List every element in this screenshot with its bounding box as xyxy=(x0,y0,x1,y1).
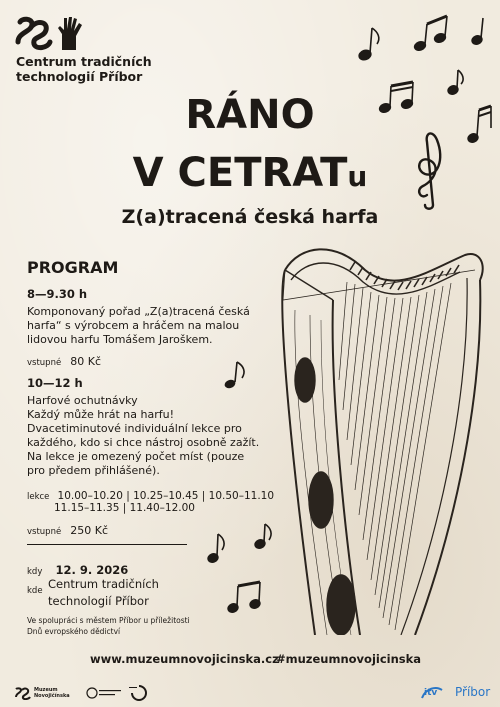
block1-fee-value: 80 Kč xyxy=(70,355,102,368)
block2-line: Dvacetiminutové individuální lekce pro xyxy=(27,422,242,435)
music-notes-lower-icon xyxy=(205,520,295,615)
block2-line: Harfové ochutnávky xyxy=(27,394,138,407)
block2-line: každého, kdo si chce nástroj osobně zažít. xyxy=(27,436,260,449)
block2-fee-value: 250 Kč xyxy=(70,524,109,537)
org-name-line1: Centrum tradičních xyxy=(16,54,152,69)
where-line2: technologií Příbor xyxy=(48,594,149,608)
subtitle: Z(a)tracená česká harfa xyxy=(121,206,379,228)
block2-line: Na lekce je omezený počet míst (pouze xyxy=(27,450,245,463)
event-note xyxy=(27,615,190,637)
block1-fee xyxy=(27,350,101,369)
block1-line: Komponovaný pořad „Z(a)tracená česká xyxy=(27,305,250,318)
note-line1: Ve spolupráci s městem Příbor u příležitosti xyxy=(27,616,190,625)
block1-fee-label: vstupné xyxy=(27,358,62,368)
block1-line: lidovou harfu Tomášem Jaroškem. xyxy=(27,333,213,346)
where-value xyxy=(48,576,159,610)
museum-logo-line2: Novojičínska xyxy=(34,693,70,699)
org-name xyxy=(16,54,152,84)
when-value: 12. 9. 2026 xyxy=(55,563,129,577)
block1-line: harfa“ s výrobcem a hráčem na malou xyxy=(27,319,240,332)
footer-logos xyxy=(0,680,500,707)
block2-line: pro předem přihlášené). xyxy=(27,464,160,477)
divider xyxy=(27,544,187,545)
itv-logo xyxy=(420,684,444,702)
block2-line: Každý může hrát na harfu! xyxy=(27,408,174,421)
ctt-logo-icon xyxy=(14,14,94,52)
website-link[interactable]: www.muzeumnovojicinska.cz xyxy=(90,652,279,666)
hashtag: #muzeumnovojicinska xyxy=(276,652,422,666)
museum-logo-text xyxy=(34,687,70,699)
museum-logo-icon xyxy=(14,686,32,700)
title-line2-main: V CETRAT xyxy=(132,150,348,196)
program-heading: PROGRAM xyxy=(27,258,119,277)
music-note-icon xyxy=(222,358,252,390)
block2-lessons-row1: 10.00–10.20 | 10.25–10.45 | 10.50–11.10 xyxy=(57,490,275,502)
org-name-line2: technologií Příbor xyxy=(16,69,143,84)
when-label: kdy xyxy=(27,567,43,577)
itv-logo-text: itv xyxy=(424,688,438,698)
title-line2-suffix: u xyxy=(347,160,368,193)
block2-lessons-label: lekce xyxy=(27,492,50,502)
where-label: kde xyxy=(27,586,43,596)
block2-fee-label: vstupné xyxy=(27,527,62,537)
block2-description xyxy=(27,394,292,478)
museum-logo-line1: Muzeum xyxy=(34,687,58,693)
title-line2 xyxy=(0,150,500,200)
block2-lessons-row2: 11.15–11.35 | 11.40–12.00 xyxy=(54,502,195,514)
block2-time: 10—12 h xyxy=(27,376,83,390)
title-line1: RÁNO xyxy=(185,92,315,138)
note-line2: Dnů evropského dědictví xyxy=(27,627,121,636)
where-line1: Centrum tradičních xyxy=(48,577,159,591)
block1-description xyxy=(27,305,287,347)
block2-lessons xyxy=(27,484,274,503)
block2-fee xyxy=(27,519,108,538)
event-where xyxy=(27,578,43,597)
block1-time: 8—9.30 h xyxy=(27,287,88,301)
pribor-logo-text: Příbor xyxy=(455,685,491,699)
partner-logo-icon xyxy=(86,686,122,700)
partner-circle-logo-icon xyxy=(128,684,150,702)
